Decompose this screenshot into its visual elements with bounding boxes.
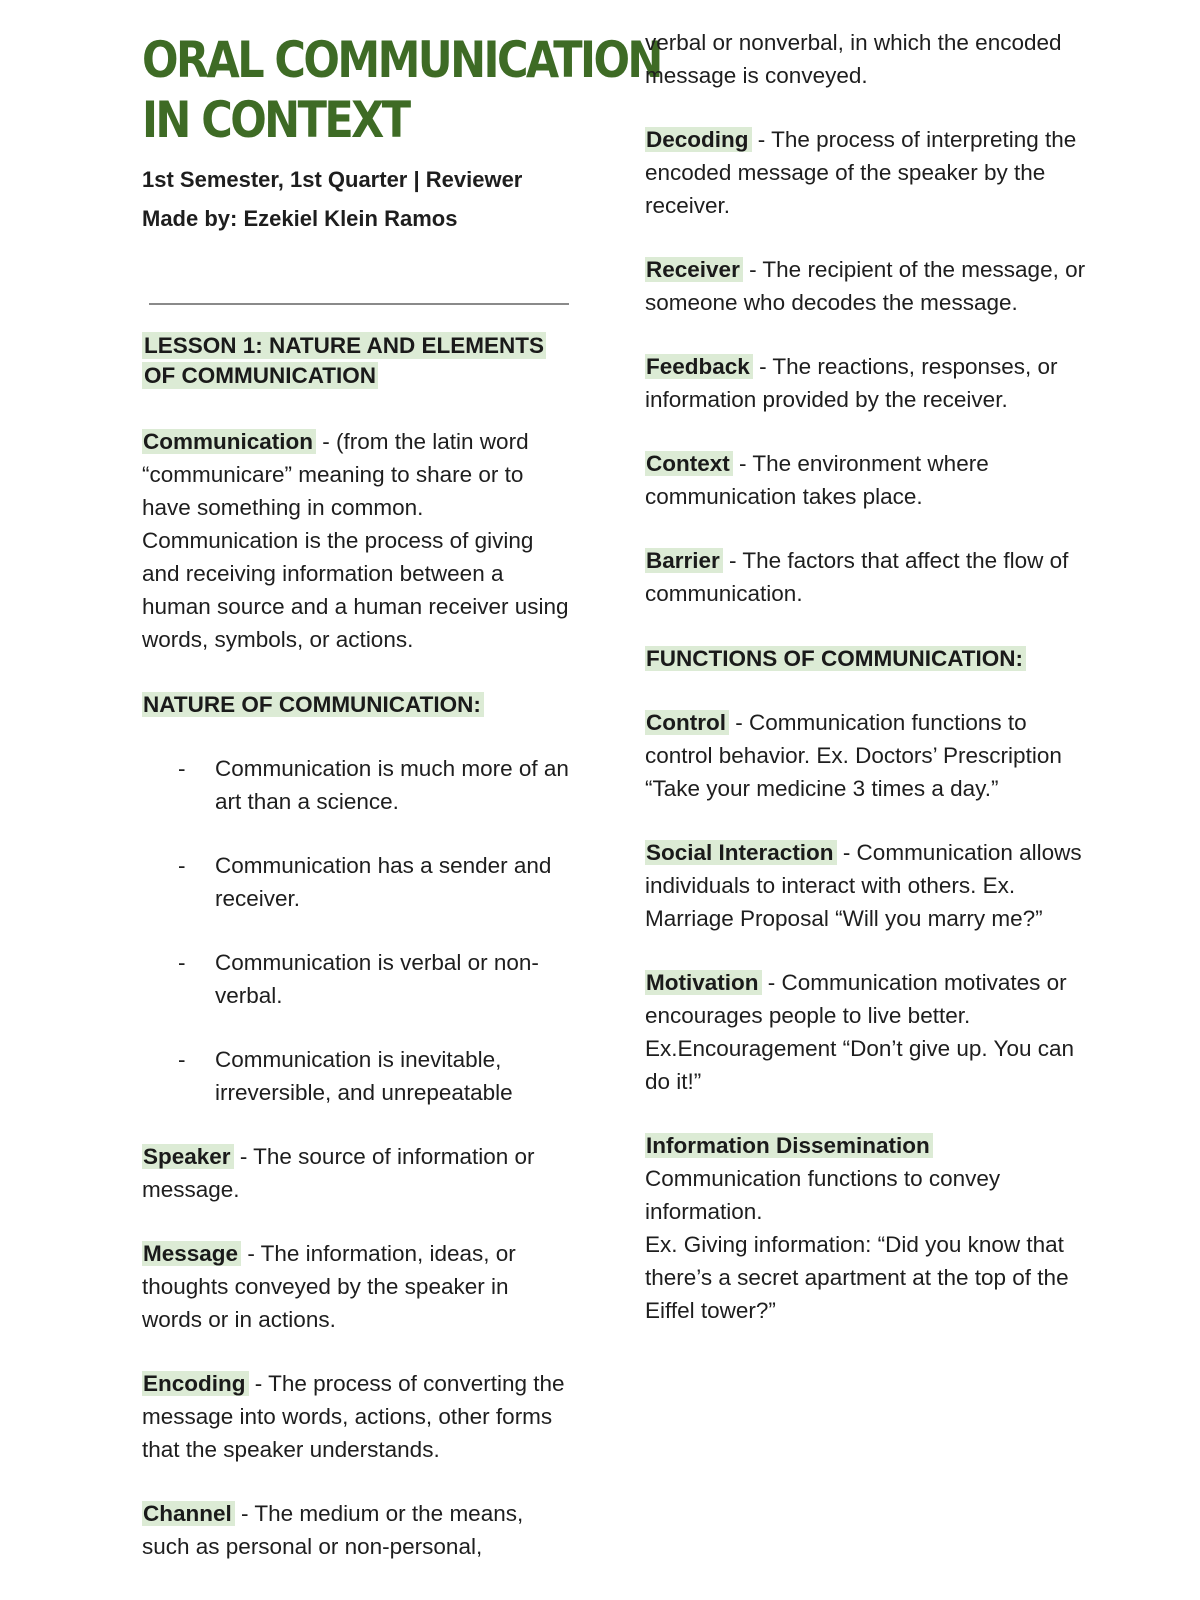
encoding-definition: Encoding - The process of converting the message into words, actions, other forms that the speaker understands. [142, 1371, 565, 1462]
nature-heading-text: NATURE OF COMMUNICATION: [142, 692, 484, 717]
encoding-term: Encoding [142, 1371, 249, 1396]
social-interaction-term: Social Interaction [645, 840, 837, 865]
nature-list [142, 752, 570, 1109]
control-definition: Control - Communication functions to control behavior. Ex. Doctors’ Prescription “Take your medicine 3 times a day.” [645, 710, 1062, 801]
left-column [142, 0, 661, 1563]
barrier-definition: Barrier - The factors that affect the flow of communication. [645, 548, 1069, 606]
receiver-term: Receiver [645, 257, 743, 282]
message-term: Message [142, 1241, 241, 1266]
section-divider [149, 303, 569, 305]
document-author: Made by: Ezekiel Klein Ramos [142, 206, 458, 231]
document-title [142, 30, 661, 150]
information-dissemination-heading [645, 1129, 1095, 1162]
speaker-definition: Speaker - The source of information or message. [142, 1144, 535, 1202]
receiver-definition: Receiver - The recipient of the message, or someone who decodes the message. [645, 257, 1086, 315]
social-interaction-definition: Social Interaction - Communication allows individuals to interact with others. Ex. Marriage Proposal “Will you marry me?” [645, 840, 1082, 931]
title-line-2: IN CONTEXT [142, 91, 409, 149]
information-dissemination-example: Ex. Giving information: “Did you know that there’s a secret apartment at the top of the Eiffel tower?” [645, 1232, 1069, 1323]
communication-definition [142, 425, 570, 656]
functions-heading [645, 642, 1095, 675]
lesson-heading-line-1: LESSON 1: NATURE AND ELEMENTS [144, 333, 545, 358]
context-definition: Context - The environment where communication takes place. [645, 451, 989, 509]
functions-heading-text: FUNCTIONS OF COMMUNICATION: [645, 646, 1026, 671]
message-definition: Message - The information, ideas, or thoughts conveyed by the speaker in words or in actions. [142, 1241, 516, 1332]
decoding-term: Decoding [645, 127, 752, 152]
speaker-term: Speaker [142, 1144, 234, 1169]
communication-text: - (from the latin word “communicare” meaning to share or to have something in common. Communication is the process of giving and receiving information between a human source and a human receiver using words, symbols, or actions. [142, 429, 569, 652]
control-term: Control [645, 710, 729, 735]
lesson-heading [142, 331, 570, 391]
list-item: - Communication is verbal or non-verbal. [178, 950, 539, 1008]
document-subtitle: 1st Semester, 1st Quarter | Reviewer [142, 167, 523, 192]
motivation-definition: Motivation - Communication motivates or encourages people to live better. Ex.Encouragement “Don’t give up. You can do it!” [645, 970, 1075, 1094]
decoding-definition: Decoding - The process of interpreting the encoded message of the speaker by the receiver. [645, 127, 1077, 218]
list-item: - Communication is much more of an art than a science. [178, 756, 569, 814]
communication-term: Communication [142, 429, 316, 454]
list-item: - Communication is inevitable, irreversible, and unrepeatable [178, 1047, 513, 1105]
information-dissemination-term: Information Dissemination [645, 1133, 933, 1158]
title-line-1: ORAL COMMUNICATION [142, 31, 661, 89]
feedback-definition: Feedback - The reactions, responses, or information provided by the receiver. [645, 354, 1058, 412]
feedback-term: Feedback [645, 354, 753, 379]
nature-heading [142, 688, 570, 721]
lesson-heading-line-2: OF COMMUNICATION [144, 363, 377, 388]
motivation-term: Motivation [645, 970, 762, 995]
information-dissemination-definition: Communication functions to convey information. [645, 1166, 1001, 1224]
channel-definition: Channel - The medium or the means, such as personal or non-personal, [142, 1501, 524, 1559]
channel-continued: verbal or nonverbal, in which the encoded message is conveyed. [645, 30, 1062, 88]
barrier-term: Barrier [645, 548, 723, 573]
list-item: - Communication has a sender and receiver. [178, 853, 552, 911]
context-term: Context [645, 451, 733, 476]
channel-term: Channel [142, 1501, 235, 1526]
right-column [645, 0, 1095, 1327]
